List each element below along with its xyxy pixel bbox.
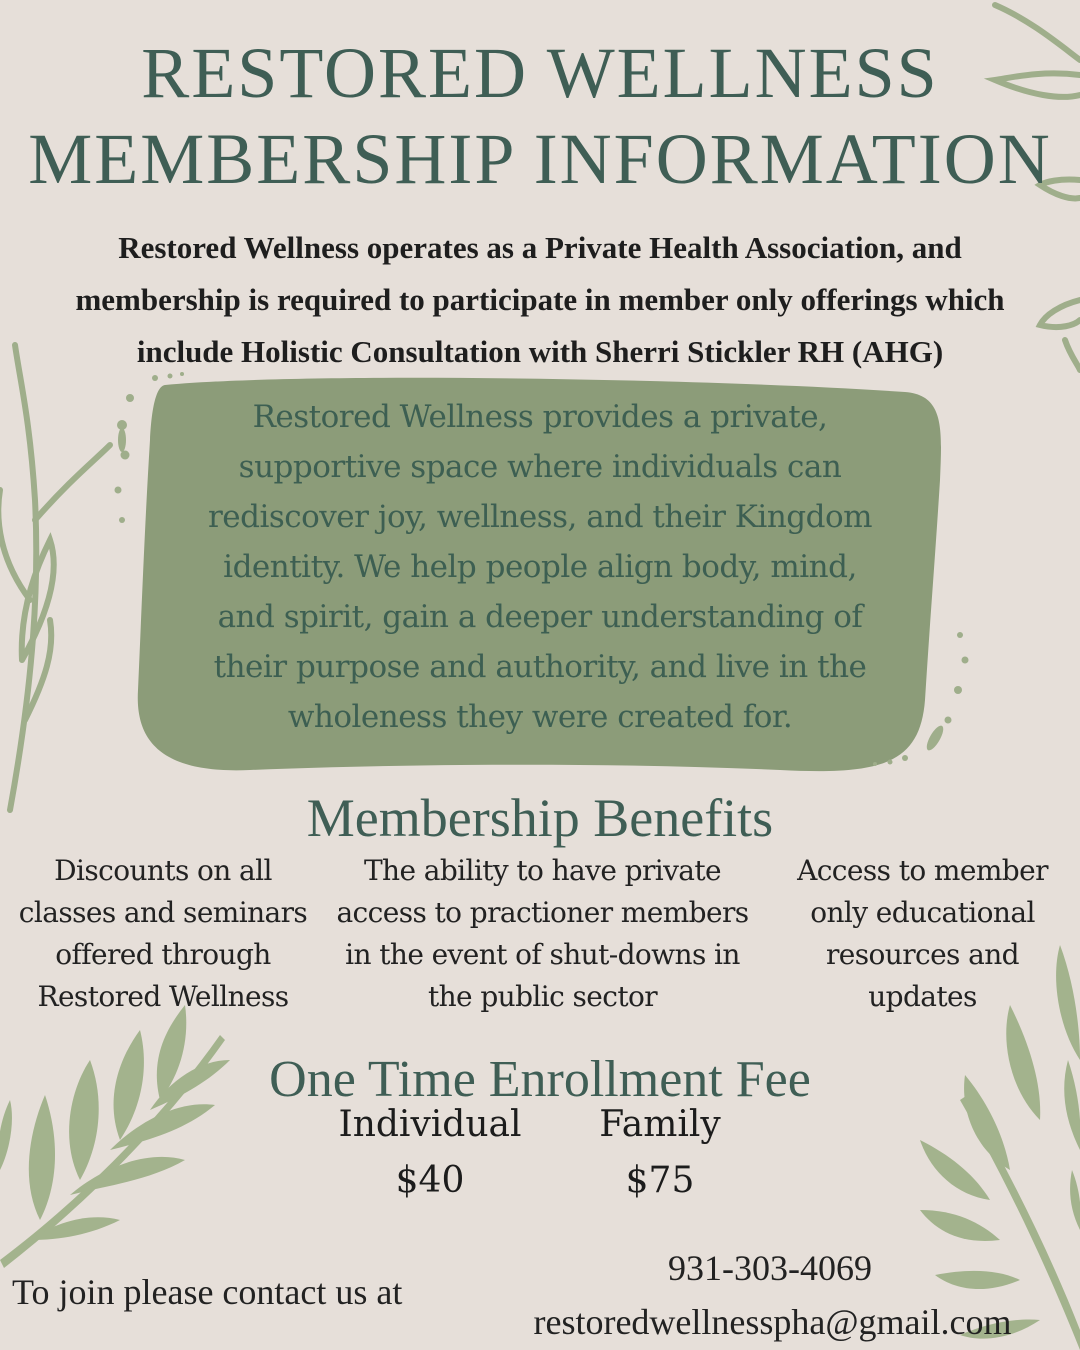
benefits-heading: Membership Benefits bbox=[306, 788, 774, 848]
intro-line-2: membership is required to participate in member only offerings which bbox=[75, 282, 1005, 317]
mission-line-3: rediscover joy, wellness, and their Kingdom bbox=[207, 499, 873, 535]
benefit-line: the public sector bbox=[427, 980, 658, 1013]
individual-label: Individual bbox=[338, 1104, 522, 1145]
fee-heading: One Time Enrollment Fee bbox=[269, 1051, 811, 1108]
intro-paragraph bbox=[10, 222, 1070, 378]
benefit-line: only educational bbox=[810, 896, 1035, 929]
benefit-discounts bbox=[8, 850, 318, 1018]
mission-line-7: wholeness they were created for. bbox=[287, 699, 793, 735]
benefit-line: Access to member bbox=[797, 854, 1048, 887]
benefit-line: updates bbox=[868, 980, 977, 1013]
mission-statement bbox=[150, 392, 930, 742]
benefit-line: classes and seminars bbox=[18, 896, 308, 929]
benefit-line: Restored Wellness bbox=[37, 980, 289, 1013]
leaf-branch-bottom-left-icon bbox=[0, 1005, 230, 1268]
page-title bbox=[0, 30, 1080, 202]
family-label: Family bbox=[599, 1104, 721, 1145]
intro-line-1: Restored Wellness operates as a Private Health Association, and bbox=[118, 230, 962, 265]
family-price: $75 bbox=[625, 1160, 695, 1201]
benefit-line: resources and bbox=[826, 938, 1019, 971]
benefit-line: in the event of shut-downs in bbox=[345, 938, 740, 971]
leaf-outline-left-icon bbox=[0, 345, 110, 810]
benefit-educational-resources bbox=[780, 850, 1065, 1018]
mission-line-2: supportive space where individuals can bbox=[238, 449, 842, 485]
benefit-line: offered through bbox=[55, 938, 271, 971]
contact-phone: 931-303-4069 bbox=[668, 1248, 872, 1288]
benefit-line: The ability to have private bbox=[363, 854, 722, 887]
mission-line-1: Restored Wellness provides a private, bbox=[252, 399, 828, 435]
intro-line-3: include Holistic Consultation with Sherri Stickler RH (AHG) bbox=[136, 334, 944, 369]
mission-line-6: their purpose and authority, and live in the bbox=[213, 649, 867, 685]
benefit-line: Discounts on all bbox=[54, 854, 272, 887]
individual-price: $40 bbox=[395, 1160, 465, 1201]
title-line-1: RESTORED WELLNESS bbox=[141, 33, 939, 113]
benefit-line: access to practioner members bbox=[336, 896, 749, 929]
contact-email: restoredwellnesspha@gmail.com bbox=[533, 1302, 1012, 1342]
mission-line-4: identity. We help people align body, mind, bbox=[223, 549, 857, 585]
mission-line-5: and spirit, gain a deeper understanding of bbox=[217, 599, 863, 635]
title-line-2: MEMBERSHIP INFORMATION bbox=[28, 119, 1052, 199]
benefit-private-access bbox=[330, 850, 755, 1018]
contact-lead: To join please contact us at bbox=[12, 1272, 403, 1312]
